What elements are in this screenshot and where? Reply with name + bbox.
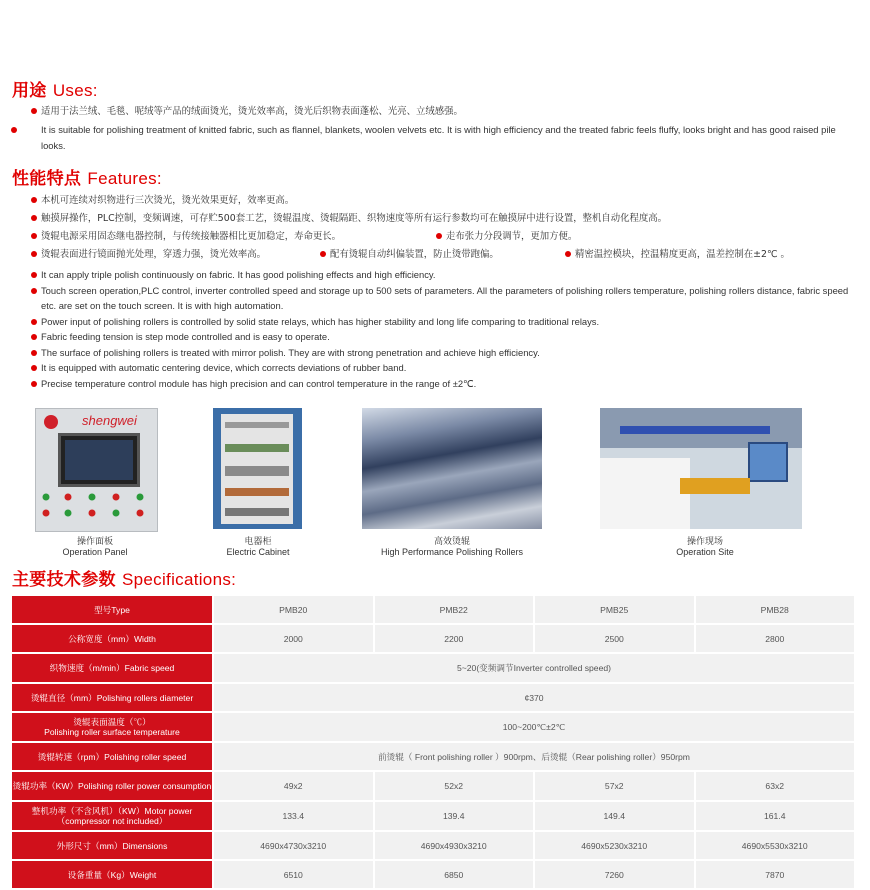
caption-cn: 电器柜	[244, 536, 272, 546]
uses-heading-en: Uses:	[52, 81, 98, 100]
spec-label: 烫辊直径（mm）Polishing rollers diameter	[12, 684, 212, 711]
polishing-rollers-photo	[362, 408, 542, 529]
uses-list	[31, 103, 850, 121]
uses-heading	[12, 76, 98, 101]
features-cn-row4	[31, 246, 860, 263]
table-row	[12, 654, 854, 682]
spec-cell: PMB22	[375, 596, 534, 623]
features-cn-list	[31, 192, 850, 227]
features-en-item: It can apply triple polish continuously on fabric. It has good polishing effects and high efficiency.	[31, 267, 850, 283]
spec-cell: PMB20	[214, 596, 373, 623]
table-row	[12, 832, 854, 859]
caption-en: Operation Site	[676, 547, 734, 557]
spec-cell: 149.4	[535, 802, 694, 830]
features-cn-item: 烫辊表面进行镜面抛光处理，穿透力强，烫光效率高。	[31, 246, 320, 263]
uses-heading-cn: 用途	[12, 81, 47, 101]
spec-cell-span: ¢370	[214, 684, 854, 711]
spec-cell: 52x2	[375, 772, 534, 800]
spec-cell: 6850	[375, 861, 534, 888]
table-row	[12, 743, 854, 770]
spec-cell: 63x2	[696, 772, 855, 800]
spec-cell: 2800	[696, 625, 855, 652]
table-row	[12, 772, 854, 800]
operation-site-photo	[600, 408, 802, 529]
table-row	[12, 713, 854, 741]
electric-cabinet-photo	[213, 408, 302, 529]
spec-cell: 4690x5530x3210	[696, 832, 855, 859]
spec-label-line1: 烫辊表面温度（℃）	[73, 717, 151, 727]
spec-label: 烫辊功率（KW）Polishing roller power consumption	[12, 772, 212, 800]
spec-label-line2: Polishing roller surface temperature	[44, 727, 180, 737]
features-en-item: It is equipped with automatic centering device, which corrects deviations of rubber band.	[31, 360, 850, 376]
features-en-item: Precise temperature control module has high precision and can control temperature in the range of ±2℃.	[31, 376, 850, 392]
uses-item-en	[11, 122, 850, 153]
specs-heading-en: Specifications:	[122, 570, 237, 589]
spec-label-line2: （compressor not included）	[56, 816, 168, 826]
specs-heading	[12, 565, 236, 590]
features-heading-en: Features:	[87, 169, 162, 188]
brand-logo-icon	[44, 415, 58, 429]
table-row	[12, 596, 854, 623]
uses-item-en-text: It is suitable for polishing treatment of knitted fabric, such as flannel, blankets, woolen velvets etc. It is with high efficiency and the treated fabric feels fluffy, looks bright and has good raised pile looks.	[41, 124, 836, 151]
spec-label: 设备重量（Kg）Weight	[12, 861, 212, 888]
spec-cell: 133.4	[214, 802, 373, 830]
cabinet-interior-icon	[221, 414, 293, 524]
table-row	[12, 861, 854, 888]
touch-screen-icon	[58, 433, 140, 487]
features-en-item: Power input of polishing rollers is controlled by solid state relays, which has higher stability and long life comparing to traditional relays.	[31, 314, 850, 330]
features-heading	[12, 164, 162, 189]
panel-buttons-icon	[36, 489, 157, 529]
caption-cn: 操作面板	[76, 536, 113, 546]
spec-cell: 4690x4930x3210	[375, 832, 534, 859]
features-cn-item: 精密温控模块，控温精度更高，温差控制在±2℃ 。	[565, 246, 790, 263]
caption-en: High Performance Polishing Rollers	[380, 547, 524, 557]
caption-operation-panel	[45, 536, 145, 558]
caption-en: Operation Panel	[62, 547, 128, 557]
features-en-item: Touch screen operation,PLC control, inverter controlled speed and storage up to 500 sets of parameters. All the parameters of polishing rollers temperature, polishing rollers distance, fabric speed etc. are set on the touch screen. It is with high automation.	[31, 283, 850, 314]
caption-en: Electric Cabinet	[226, 547, 290, 557]
spec-table	[10, 594, 856, 890]
operation-panel-photo	[35, 408, 158, 532]
spec-cell: 161.4	[696, 802, 855, 830]
spec-cell: 7260	[535, 861, 694, 888]
features-en-item: The surface of polishing rollers is treated with mirror polish. They are with strong penetration and achieve high efficiency.	[31, 345, 850, 361]
spec-label: 公称宽度（mm）Width	[12, 625, 212, 652]
spec-label: 型号Type	[12, 596, 212, 623]
control-box-icon	[748, 442, 788, 482]
features-en-item: Fabric feeding tension is step mode controlled and is easy to operate.	[31, 329, 850, 345]
spec-cell: 4690x4730x3210	[214, 832, 373, 859]
spec-cell: 57x2	[535, 772, 694, 800]
spec-cell: 2200	[375, 625, 534, 652]
spec-cell: PMB25	[535, 596, 694, 623]
spec-label: 织物速度（m/min）Fabric speed	[12, 654, 212, 682]
caption-cn: 高效烫辊	[433, 536, 470, 546]
specs-heading-cn: 主要技术参数	[12, 570, 116, 590]
spec-cell: PMB28	[696, 596, 855, 623]
spec-label	[12, 713, 212, 741]
spec-cell: 2000	[214, 625, 373, 652]
caption-electric-cabinet	[208, 536, 308, 558]
spec-label-line1: 整机功率（不含风机）（KW）Motor power	[31, 806, 193, 816]
features-cn-item: 烫辊电源采用固态继电器控制，与传统接触器相比更加稳定，寿命更长。	[31, 228, 436, 245]
features-en-list	[31, 267, 850, 391]
table-row	[12, 802, 854, 830]
spec-label: 外形尺寸（mm）Dimensions	[12, 832, 212, 859]
table-row	[12, 684, 854, 711]
caption-cn: 操作现场	[686, 536, 723, 546]
photo-strip	[0, 408, 870, 558]
features-cn-item: 走布张力分段调节，更加方便。	[436, 228, 577, 245]
spec-cell: 2500	[535, 625, 694, 652]
spec-label: 烫辊转速（rpm）Polishing roller speed	[12, 743, 212, 770]
spec-cell-span: 100~200℃±2℃	[214, 713, 854, 741]
table-row	[12, 625, 854, 652]
panel-brand: shengwei	[82, 413, 137, 428]
uses-list-en	[31, 122, 850, 153]
spec-cell: 6510	[214, 861, 373, 888]
features-cn-item: 本机可连续对织物进行三次烫光，烫光效果更好，效率更高。	[31, 192, 850, 210]
spec-label	[12, 802, 212, 830]
uses-item-cn: 适用于法兰绒、毛毯、呢绒等产品的绒面烫光，烫光效率高，烫光后织物表面蓬松、光亮、立绒感强。	[31, 103, 850, 121]
features-cn-item: 配有烫辊自动纠偏装置，防止烫带跑偏。	[320, 246, 565, 263]
features-heading-cn: 性能特点	[12, 169, 82, 189]
spec-cell: 49x2	[214, 772, 373, 800]
caption-polishing-rollers	[362, 536, 542, 558]
features-cn-row3	[31, 228, 860, 245]
features-cn-item: 触摸屏操作，PLC控制，变频调速，可存贮500套工艺，烫辊温度、烫辊隔距、织物速度等所有运行参数均可在触摸屏中进行设置，整机自动化程度高。	[31, 210, 850, 228]
spec-cell: 4690x5230x3210	[535, 832, 694, 859]
spec-cell-span: 前烫辊（ Front polishing roller ）900rpm、后烫辊（Rear polishing roller）950rpm	[214, 743, 854, 770]
caption-operation-site	[650, 536, 760, 558]
spec-cell: 139.4	[375, 802, 534, 830]
spec-cell-span: 5~20(变频调节Inverter controlled speed)	[214, 654, 854, 682]
spec-cell: 7870	[696, 861, 855, 888]
